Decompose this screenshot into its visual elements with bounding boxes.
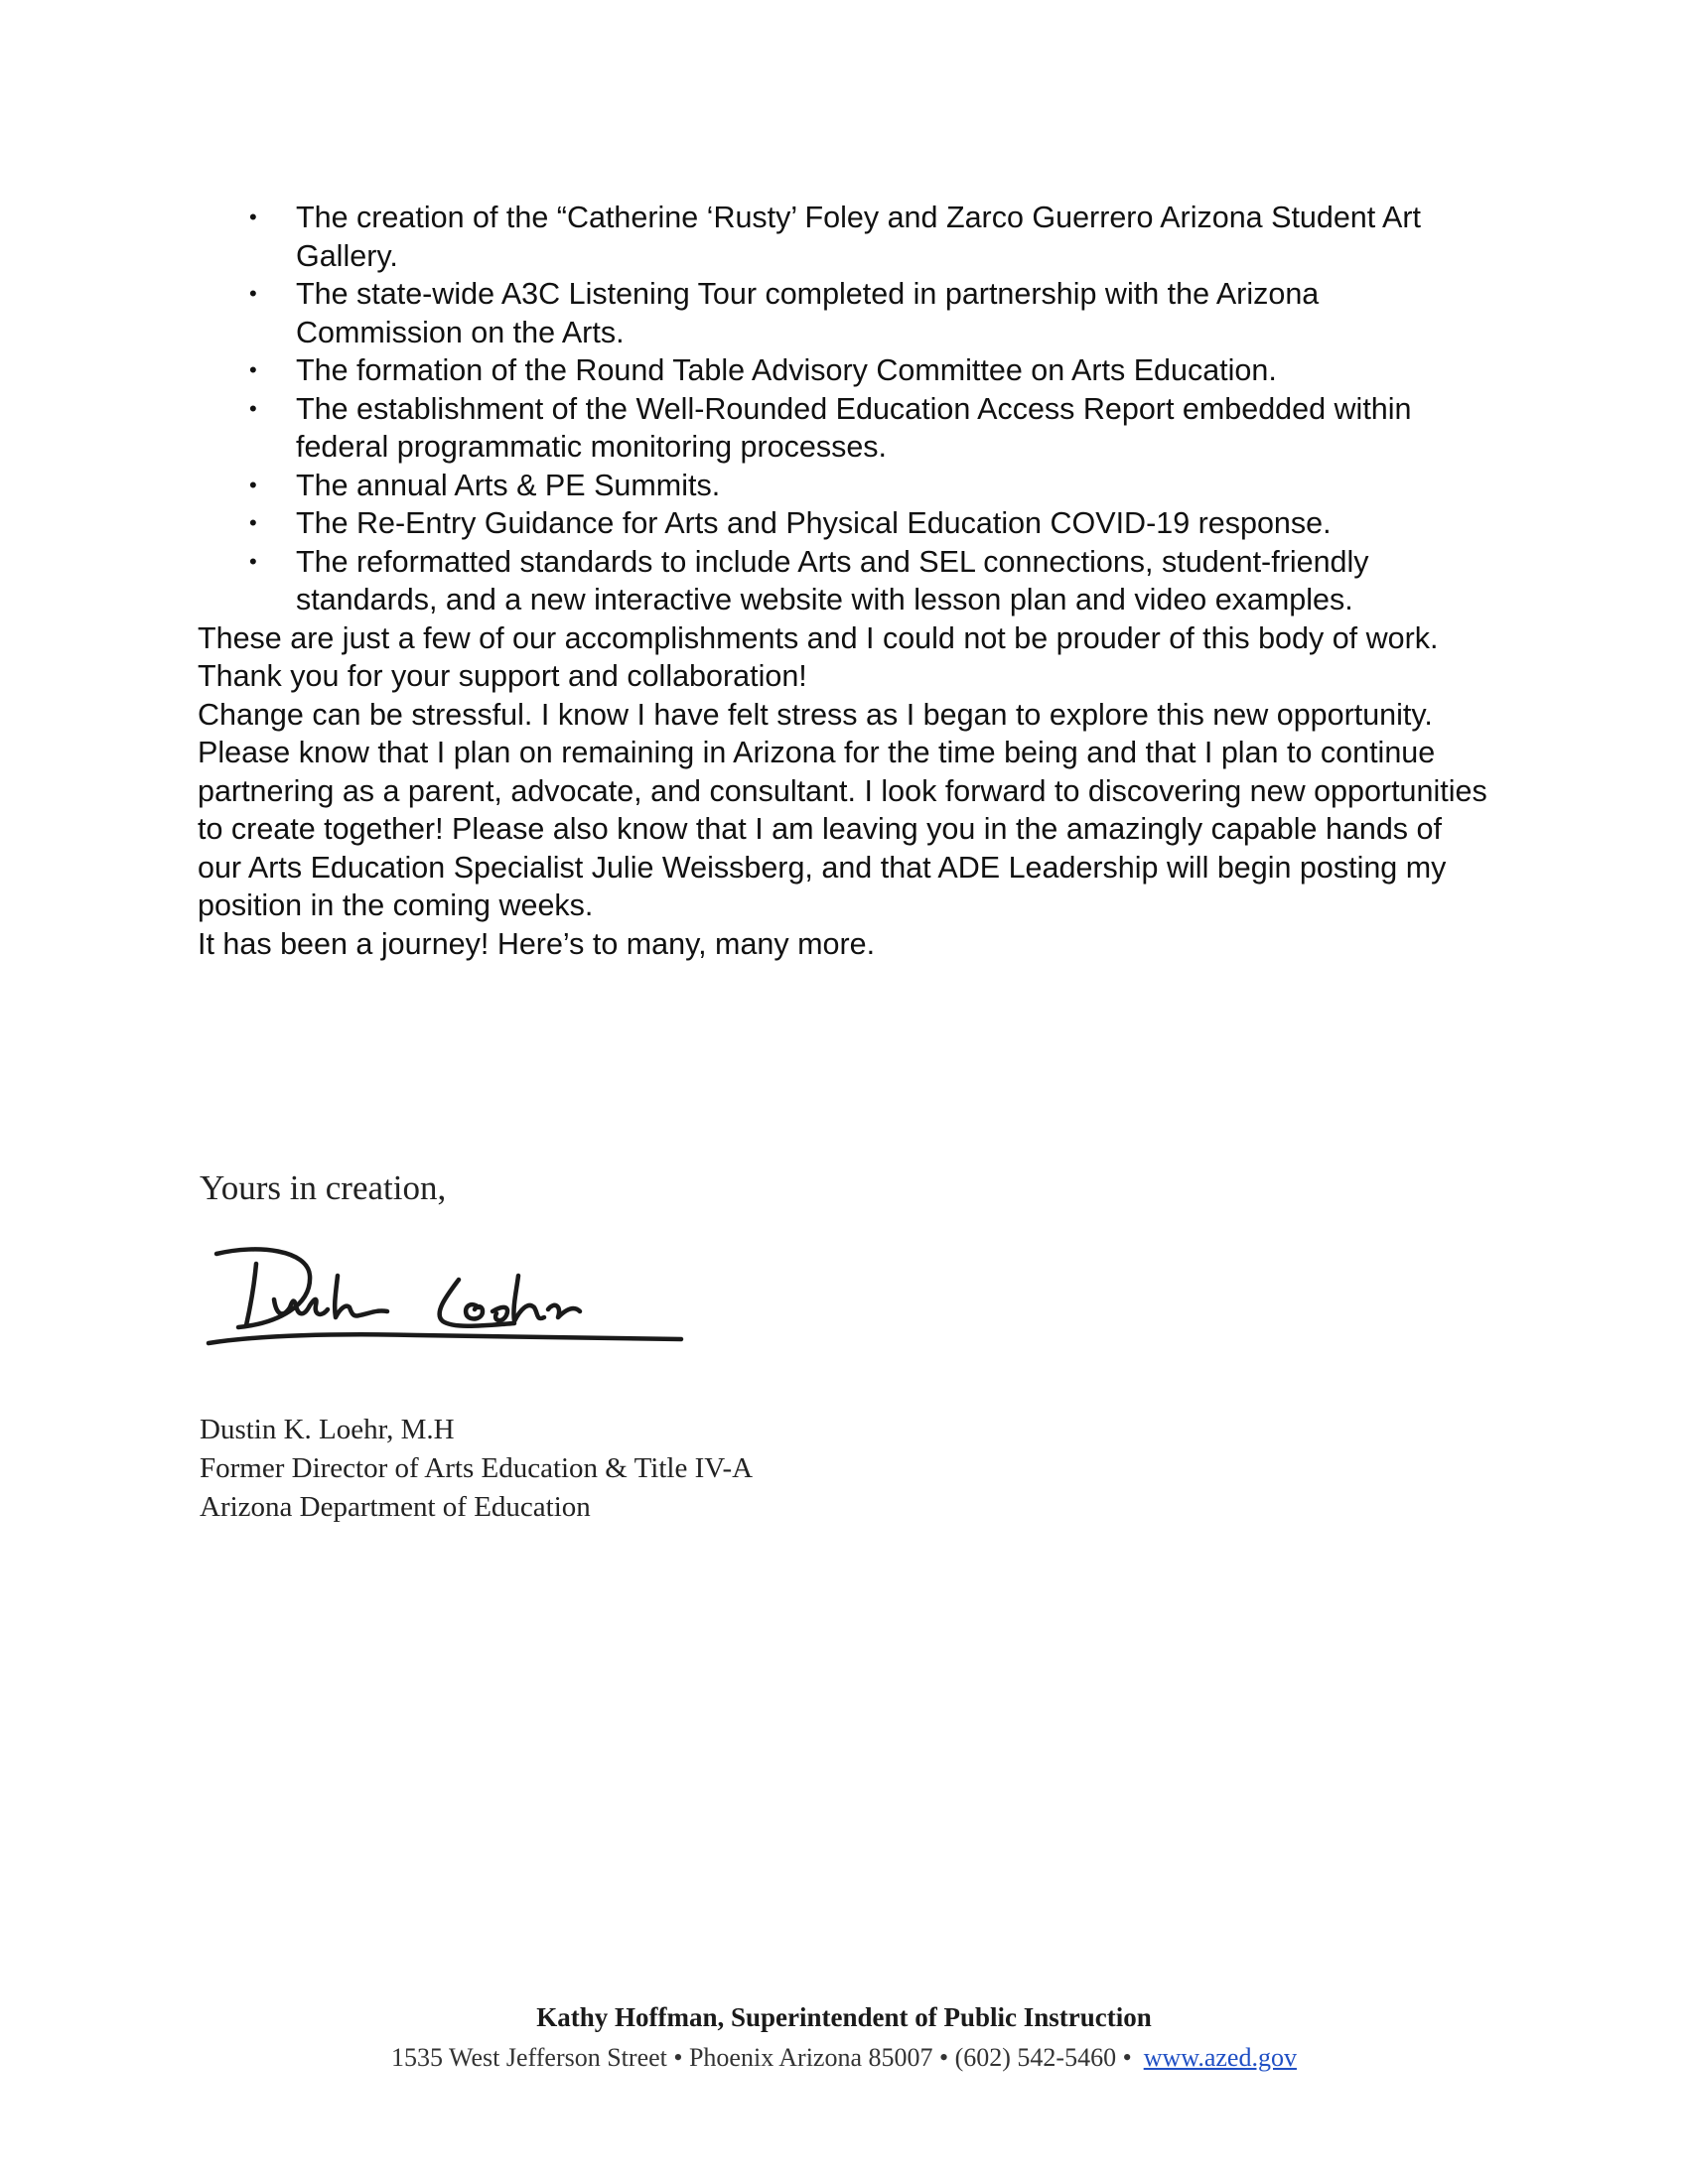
change-paragraph: Change can be stressful. I know I have felt stress as I began to explore this new opportunity. Please know that I plan on remaining in Arizona for the time being and that I plan to continue partnering as a parent, advocate, and consultant. I look forward to discovering new opportunities to create together! Please also know that I am leaving you in the amazingly capable hands of our Arts Education Specialist Julie Weissberg, and that ADE Leadership will begin posting my position in the coming weeks. (198, 697, 1487, 922)
list-item (198, 504, 1488, 543)
closing-line: Yours in creation, (200, 1168, 447, 1207)
list-item (198, 543, 1488, 619)
bullet-icon: • (249, 281, 257, 306)
list-item (198, 390, 1488, 467)
list-item-text: The establishment of the Well-Rounded Education Access Report embedded within federal programmatic monitoring processes. (296, 391, 1412, 464)
footer-title: Kathy Hoffman, Superintendent of Public Instruction (536, 2002, 1152, 2032)
signer-organization: Arizona Department of Education (200, 1491, 591, 1523)
footer-address: 1535 West Jefferson Street • Phoenix Arizona 85007 • (602) 542-5460 • (391, 2043, 1132, 2072)
accomplishments-paragraph: These are just a few of our accomplishments and I could not be prouder of this body of work. Thank you for your support and collaboration! (198, 620, 1439, 693)
bullet-icon: • (249, 357, 257, 382)
signer-name: Dustin K. Loehr, M.H (200, 1414, 455, 1445)
bullet-icon: • (249, 205, 257, 229)
list-item (198, 275, 1488, 351)
website-link[interactable]: www.azed.gov (1143, 2043, 1297, 2072)
letterhead-footer (0, 1999, 1688, 2077)
bullet-icon: • (249, 510, 257, 535)
signer-block (200, 1411, 753, 1527)
bullet-icon: • (249, 548, 257, 574)
list-item (198, 351, 1488, 390)
footer-address-line (0, 2039, 1688, 2077)
letter-body (198, 199, 1488, 963)
list-item-text: The formation of the Round Table Advisory Committee on Arts Education. (296, 353, 1277, 387)
list-item (198, 467, 1488, 505)
signature (199, 1236, 695, 1365)
accomplishments-list (198, 199, 1488, 619)
list-item-text: The Re-Entry Guidance for Arts and Physical Education COVID-19 response. (296, 506, 1332, 540)
journey-paragraph: It has been a journey! Here’s to many, many more. (198, 926, 876, 961)
signer-title: Former Director of Arts Education & Title IV-A (200, 1452, 754, 1484)
bullet-icon: • (249, 472, 257, 497)
list-item-text: The state-wide A3C Listening Tour completed in partnership with the Arizona Commission on the Arts. (296, 277, 1320, 349)
list-item-text: The annual Arts & PE Summits. (296, 468, 721, 502)
bullet-icon: • (249, 395, 257, 421)
list-item-text: The creation of the “Catherine ‘Rusty’ Foley and Zarco Guerrero Arizona Student Art Gallery. (296, 201, 1422, 273)
list-item (198, 199, 1488, 275)
list-item-text: The reformatted standards to include Arts and SEL connections, student-friendly standards, and a new interactive website with lesson plan and video examples. (296, 544, 1369, 616)
